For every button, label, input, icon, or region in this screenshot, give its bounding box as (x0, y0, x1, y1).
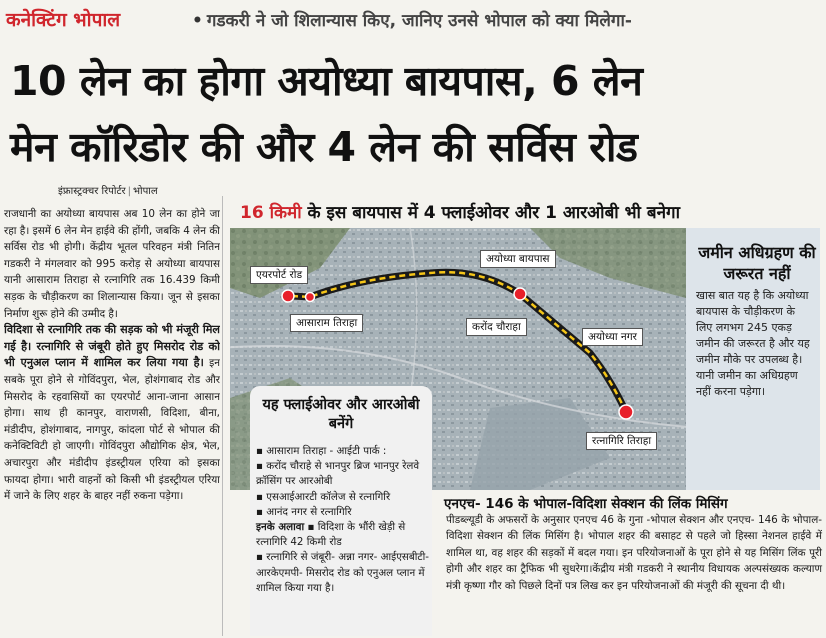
flyover-also-label: इनके अलावा (256, 521, 305, 534)
marker-asaram-tiraha (306, 293, 315, 302)
map-label-karond-chauraha: करोंद चौराहा (466, 318, 527, 336)
land-acquisition-body: खास बात यह है कि अयोध्या बायपास के चौड़ीकरण के लिए लगभग 245 एकड़ जमीन की जरूरत है और यह जमीन मौके पर उपलब्ध है। यानी जमीन का अधिग्रहण नहीं करना पड़ेगा। (696, 289, 810, 398)
flyover-item: ▪ एसआईआरटी कॉलेज से रत्नागिरि (256, 490, 391, 503)
flyover-item: ▪ करोंद चौराहे से भानपुर ब्रिज भानपुर रेलवे क्रॉसिंग पर आरओबी (256, 460, 420, 488)
land-acquisition-box (686, 228, 820, 490)
missing-link-body: पीडब्ल्यूडी के अफसरों के अनुसार एनएच 46 के गुना -भोपाल सेक्शन और एनएच- 146 के भोपाल-विदिशा सेक्शन की लिंक मिसिंग है। भोपाल शहर की बसाहट से पहले जो हिस्सा नेशनल हाईवे में शामिल था, वह शहर की सड़कों में बदल गया। इन परियोजनाओं के पूरा होने से यह मिसिंग लिंक पूरी होगी और शहर का ट्रैफिक भी सुधरेगा।केंद्रीय मंत्री गडकरी ने स्थानीय विधायक अल्पसंख्यक कल्याण मंत्री कृष्णा गौर को पिछले दिनों पत्र लिख कर इन परियोजनाओं की मंजूरी की सूचना दी थी। (446, 514, 822, 592)
missing-link-title: एनएच- 146 के भोपाल-विदिशा सेक्शन की लिंक मिसिंग (444, 496, 728, 512)
map-label-asaram-tiraha: आसाराम तिराहा (290, 314, 363, 332)
byline-separator: | (127, 186, 131, 197)
headline-line-1: 10 लेन का होगा अयोध्या बायपास, 6 लेन (10, 57, 643, 105)
land-acquisition-title: जमीन अधिग्रहण की जरूरत नहीं (698, 243, 816, 283)
marker-karond-chauraha (514, 288, 526, 300)
section-kicker: कनेक्टिंग भोपाल (6, 9, 121, 31)
flyover-box-title: यह फ्लाईओवर और आरओबी बनेंगे (262, 397, 420, 432)
article-paragraph-2 (4, 322, 220, 505)
flyover-item: ▪ आनंद नगर से रत्नागिरि (256, 505, 352, 518)
headline-line-2: मेन कॉरिडोर की और 4 लेन की सर्विस रोड (10, 123, 638, 171)
flyover-list (256, 444, 430, 596)
marker-airport-road (282, 290, 294, 302)
byline-city: भोपाल (132, 186, 158, 197)
map-label-ayodhya-bypass: अयोध्या बायपास (480, 250, 556, 268)
graphic-title-rest: के इस बायपास में 4 फ्लाईओवर और 1 आरओबी भी बनेगा (301, 203, 680, 223)
flyover-box (250, 386, 432, 636)
article-paragraph-2-lead: विदिशा से रत्नागिरि तक की सड़क को भी मंजूरी मिल गई है। रत्नागिरि से जंबूरी होते हुए मिसरोद रोड को भी एनुअल प्लान में शामिल कर लिया गया है। (4, 323, 220, 370)
article-left-column (4, 206, 220, 634)
article-paragraph-1: राजधानी का अयोध्या बायपास अब 10 लेन का होने जा रहा है। इसमें 6 लेन मेन हाईवे की होंगी, जबकि 4 लेन की सर्विस रोड भी होगी। केंद्रीय भूतल परिवहन मंत्री नितिन गडकरी ने मंगलवार को 995 करोड़ से अयोध्या बायपास यानी आसाराम तिराहा से रत्नागिरि तक 16.439 किमी सड़क के चौड़ीकरण का शिलान्यास किया। जून से इसका निर्माण शुरू होने की उम्मीद है। (4, 208, 220, 320)
flyover-item: ▪ रत्नागिरि से जंबूरी- अन्ना नगर- आईएसबीटी-आरकेएमपी- मिसरोद रोड को एनुअल प्लान में शामिल किया गया है। (256, 551, 429, 594)
flyover-item-also (256, 520, 430, 550)
marker-ratnagiri-tiraha (619, 405, 633, 419)
kicker-subhead-text: गडकरी ने जो शिलान्यास किए, जानिए उनसे भोपाल को क्या मिलेगा- (206, 11, 632, 31)
flyover-also-text: ▪ विदिशा के भौंरी खेड़ी से रत्नागिरि 42 किमी रोड (256, 521, 406, 549)
byline-reporter: इंफ्रास्ट्रक्चर रिपोर्टर (58, 186, 126, 197)
kicker-subhead (192, 8, 632, 31)
graphic-title-number: 16 किमी (240, 203, 302, 223)
article-paragraph-2-rest: इन सबके पूरा होने से गोविंदपुरा, भेल, होशंगाबाद रोड और मिसरोद के रहवासियों का एयरपोर्ट आना-जाना आसान होगा। साथ ही कानपुर, वाराणसी, विदिशा, बीना, मंडीदीप, होशंगाबाद, नागपुर, कांदला पोर्ट से भोपाल की कनेक्टिविटी हो जाएगी। गोविंदपुरा औद्योगिक क्षेत्र, भेल, अचारपुरा और मंडीदीप इंडस्ट्रीयल एरिया को इसका फायदा होगा। भारी वाहनों को किसी भी इंडस्ट्रीयल एरिया में जाने के लिए शहर के बाहर नहीं रुकना पड़ेगा। (4, 357, 220, 503)
map-label-ayodhya-nagar: अयोध्या नगर (582, 328, 643, 346)
column-divider (222, 196, 223, 636)
byline (58, 183, 158, 197)
map-label-ratnagiri-tiraha: रत्नागिरि तिराहा (586, 432, 657, 450)
flyover-item: ▪ आसाराम तिराहा - आईटी पार्क : (256, 445, 387, 457)
map-label-airport-road: एयरपोर्ट रोड (250, 266, 308, 284)
kicker-dot: • (192, 11, 203, 31)
graphic-title (240, 200, 680, 223)
